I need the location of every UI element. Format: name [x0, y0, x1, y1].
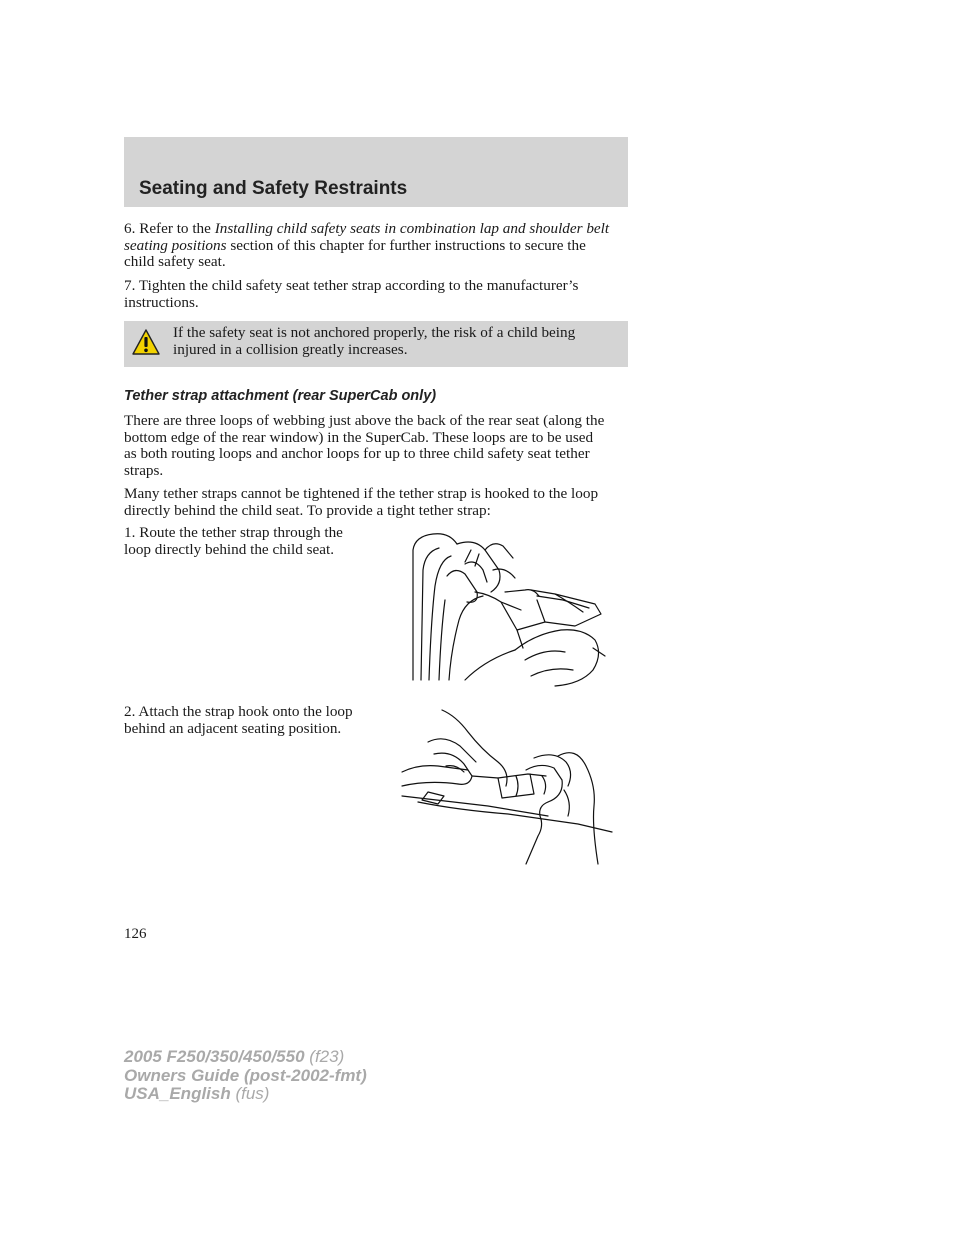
warning-text: If the safety seat is not anchored properly, the risk of a child being injured in a collision greatly increases.: [173, 324, 576, 358]
footer-line-3: USA_English (fus): [124, 1084, 270, 1103]
step-6-reference: Installing child safety seats in combination lap and shoulder belt seating positions: [124, 220, 610, 254]
footer-line-2: Owners Guide (post-2002-fmt): [124, 1065, 367, 1085]
step-7-text: 7. Tighten the child safety seat tether strap according to the manufacturer’s instructions.: [124, 277, 579, 311]
step-6-text: 6. Refer to the Installing child safety seats in combination lap and shoulder belt seating positions section of this chapter for further instructions to secure the child safety seat.: [124, 220, 610, 271]
illustration-attach-hook: [398, 706, 616, 866]
footer-line-1: 2005 F250/350/450/550 (f23): [124, 1047, 345, 1066]
section-title: Seating and Safety Restraints: [139, 178, 408, 199]
illustration-route-tether: [405, 530, 610, 688]
page-number: 126: [124, 926, 147, 942]
paragraph-loops: There are three loops of webbing just above the back of the rear seat (along the bottom edge of the rear window) in the SuperCab. These loops are to be used as both routing loops and anchor loops for up to three child safety seat tether straps.: [124, 412, 605, 479]
paragraph-tether: Many tether straps cannot be tightened if the tether strap is hooked to the loop directly behind the child seat. To provide a tight tether strap:: [124, 485, 599, 519]
warning-triangle-icon: [132, 328, 160, 356]
step-2-text: 2. Attach the strap hook onto the loop behind an adjacent seating position.: [124, 703, 353, 737]
step-1-text: 1. Route the tether strap through the loop directly behind the child seat.: [124, 524, 343, 558]
document-footer: [124, 1048, 367, 1104]
section-subheading: Tether strap attachment (rear SuperCab only): [124, 388, 437, 404]
